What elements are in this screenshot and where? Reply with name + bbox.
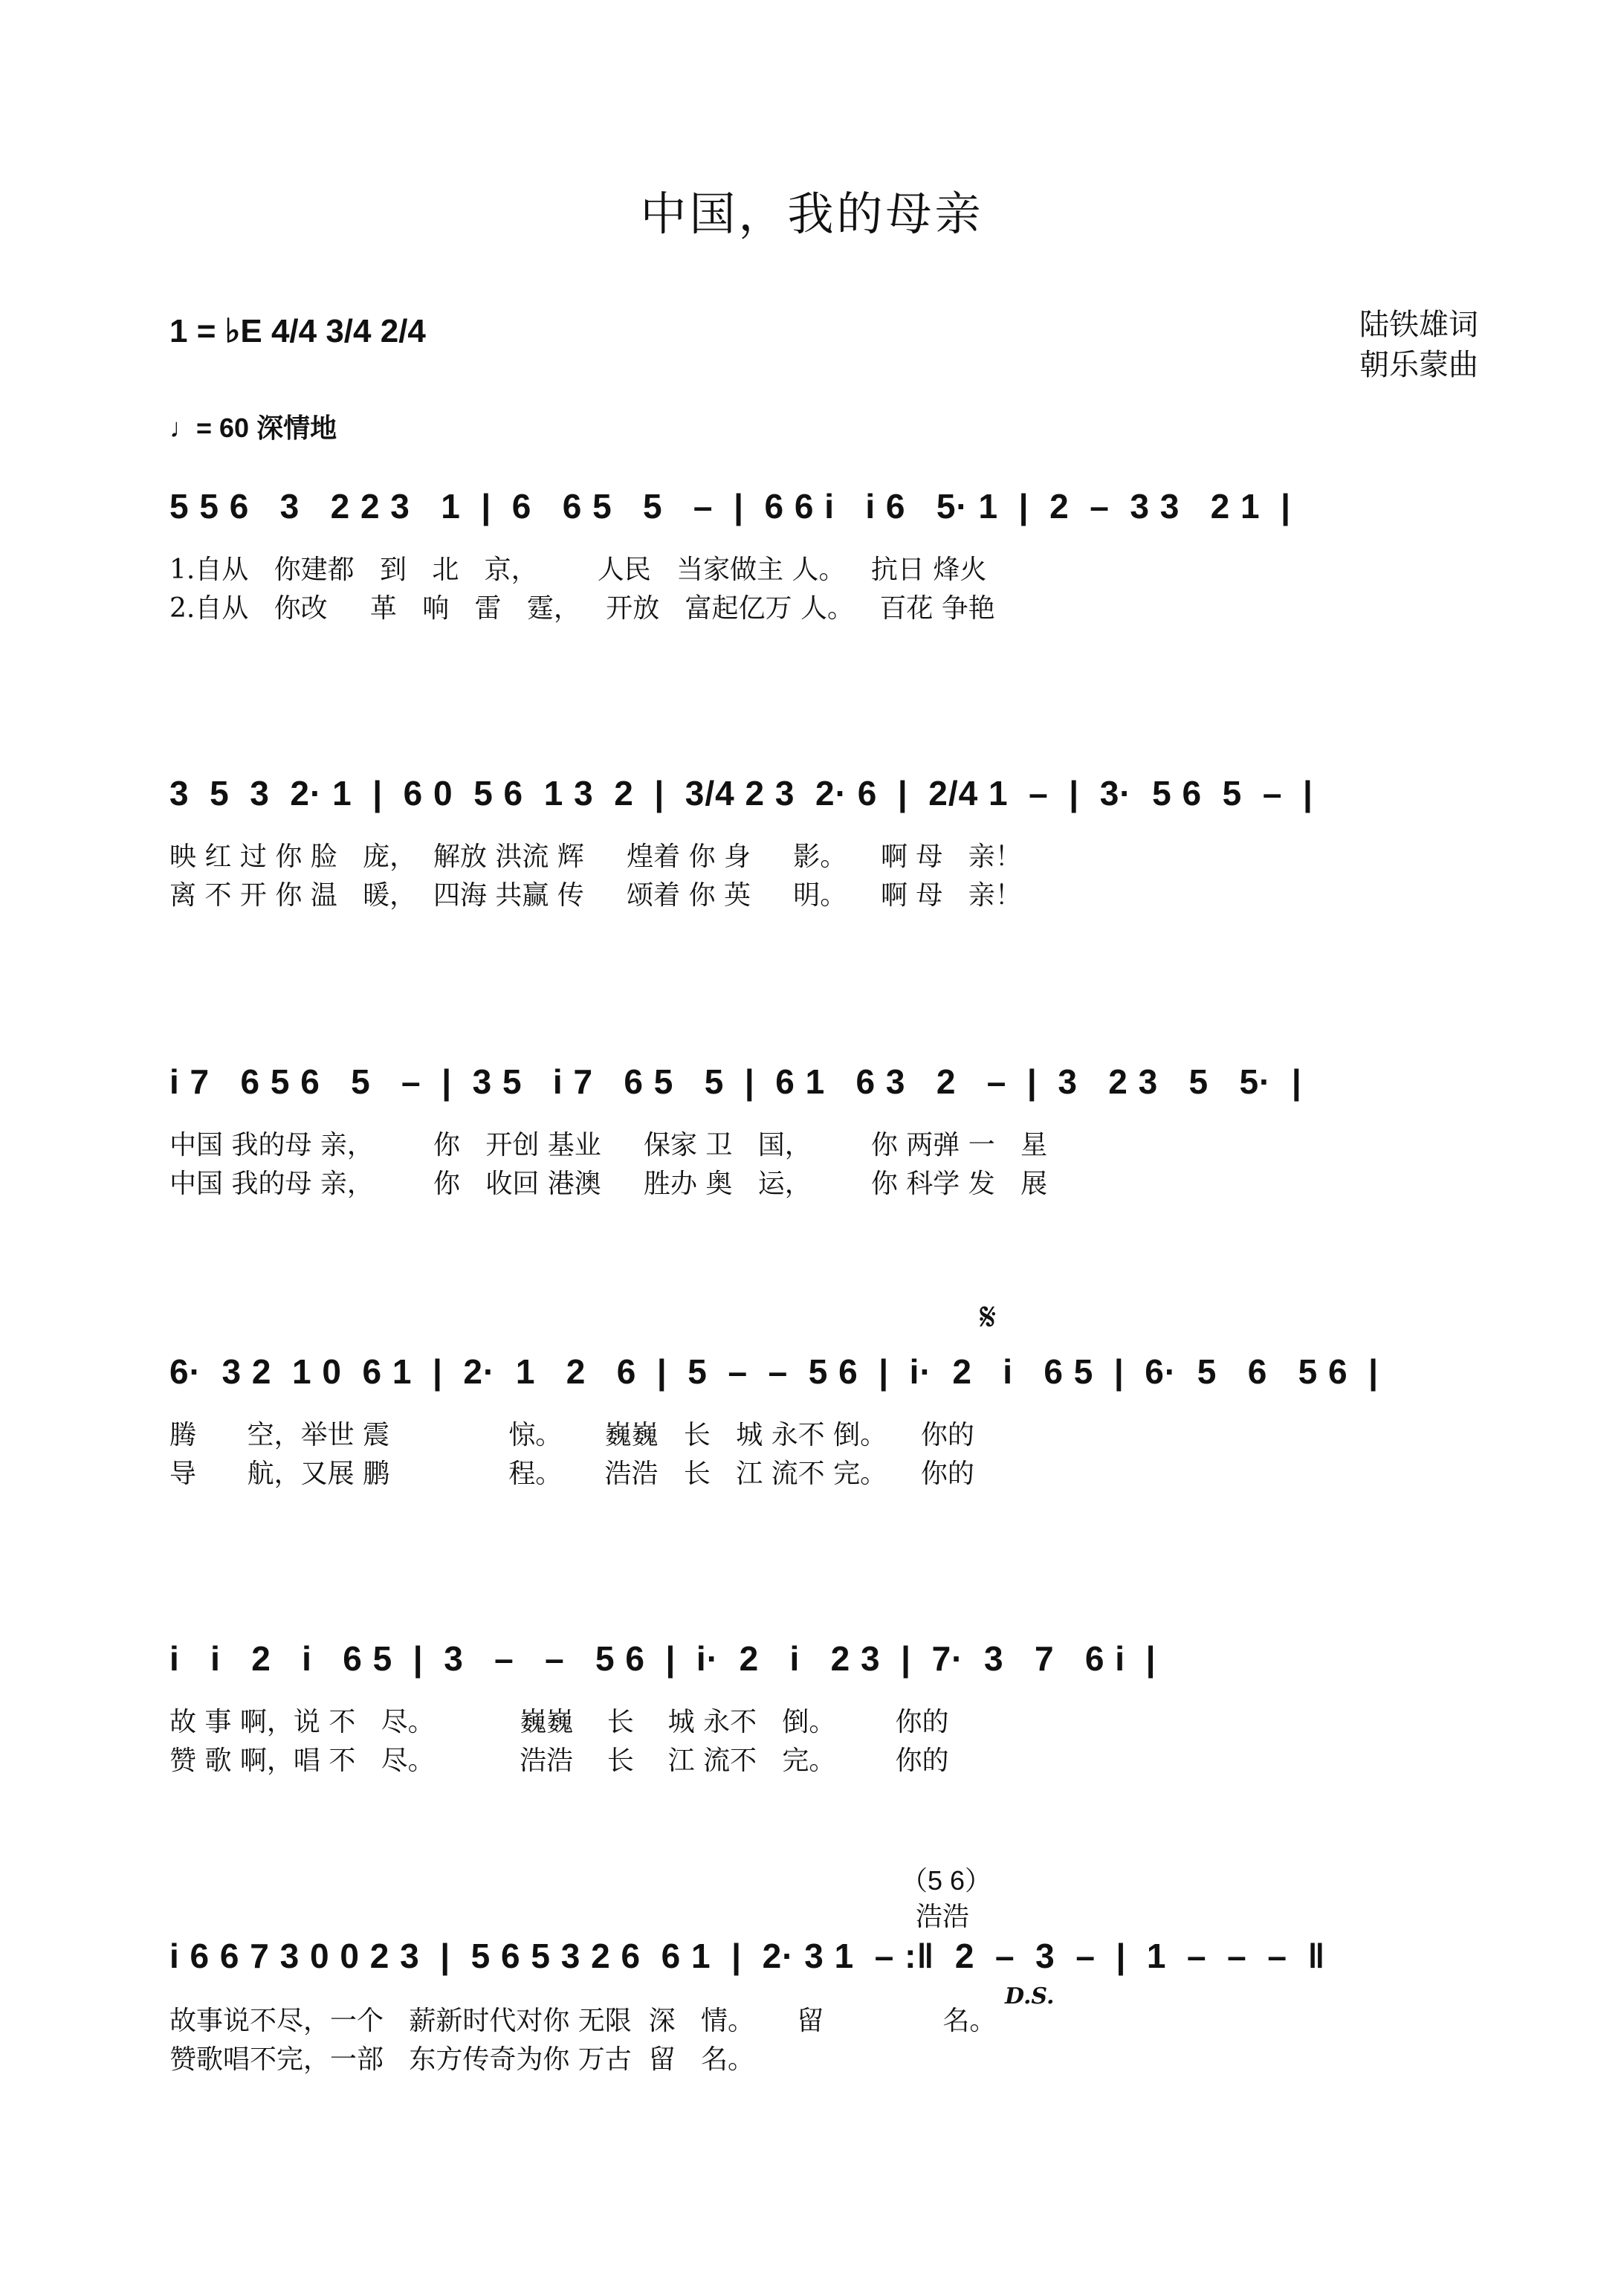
key-signature: 1 = ♭E 4/4 3/4 2/4 xyxy=(169,313,426,349)
segno-sign: 𝄋 xyxy=(980,1295,997,1340)
notation-line: i 6 6 7 3 0 0 2 3 | 5 6 5 3 2 6 6 1 | 2· 3 1 – :‖ 2 – 3 – | 1 – – – ‖ xyxy=(169,1937,1326,1975)
lyric-line: 1.自从 你建都 到 北 京， 人民 当家做主 人。 抗日 烽火 xyxy=(169,555,987,585)
notation-line: 6· 3 2 1 0 6 1 | 2· 1 2 6 | 5 – – 5 6 | i· 2 i 6 5 | 6· 5 6 5 6 | xyxy=(169,1352,1379,1391)
credits xyxy=(1359,305,1478,385)
lyric-line: 腾 空，举世 震 惊。 巍巍 长 城 永不 倒。 你的 xyxy=(169,1420,974,1450)
alternate-notes: （5 6） xyxy=(901,1865,992,1896)
lyric-line: 赞歌唱不完，一部 东方传奇为你 万古 留 名。 xyxy=(169,2044,754,2075)
lyric-line: 中国 我的母 亲， 你 开创 基业 保家 卫 国， 你 两弹 一 星 xyxy=(169,1130,1048,1160)
notation-line: 5 5 6 3 2 2 3 1 | 6 6 5 5 – | 6 6 i i 6 5· 1 | 2 – 3 3 2 1 | xyxy=(169,487,1292,526)
notation-line: i 7 6 5 6 5 – | 3 5 i 7 6 5 5 | 6 1 6 3 2 – | 3 2 3 5 5· | xyxy=(169,1062,1302,1101)
lyric-line: 导 航，又展 鹏 程。 浩浩 长 江 流不 完。 你的 xyxy=(169,1459,974,1489)
ds-marker: D.S. xyxy=(1005,1983,1055,2009)
alternate-lyric: 浩浩 xyxy=(916,1902,970,1932)
song-title: 中国，我的母亲 xyxy=(640,187,984,241)
notation-line: i i 2 i 6 5 | 3 – – 5 6 | i· 2 i 2 3 | 7· 3 7 6 i | xyxy=(169,1639,1156,1678)
lyric-line: 中国 我的母 亲， 你 收回 港澳 胜办 奥 运， 你 科学 发 展 xyxy=(169,1169,1048,1199)
lyric-line: 赞 歌 啊，唱 不 尽。 浩浩 长 江 流不 完。 你的 xyxy=(169,1746,949,1776)
notation-line: 3 5 3 2· 1 | 6 0 5 6 1 3 2 | 3/4 2 3 2· 6 | 2/4 1 – | 3· 5 6 5 – | xyxy=(169,774,1313,813)
composer: 朝乐蒙曲 xyxy=(1359,348,1478,382)
tempo-marking: ♩= 60 深情地 xyxy=(169,413,337,443)
lyric-line: 离 不 开 你 温 暖， 四海 共赢 传 颂着 你 英 明。 啊 母 亲！ xyxy=(169,880,1022,911)
lyric-line: 2.自从 你改 革 响 雷 霆， 开放 富起亿万 人。 百花 争艳 xyxy=(169,593,995,624)
lyricist: 陆铁雄词 xyxy=(1359,308,1478,342)
lyric-line: 映 红 过 你 脸 庞， 解放 洪流 辉 煌着 你 身 影。 啊 母 亲！ xyxy=(169,842,1022,872)
lyric-line: 故事说不尽，一个 薪新时代对你 无限 深 情。 留 名。 xyxy=(169,2006,997,2036)
lyric-line: 故 事 啊，说 不 尽。 巍巍 长 城 永不 倒。 你的 xyxy=(169,1707,949,1737)
